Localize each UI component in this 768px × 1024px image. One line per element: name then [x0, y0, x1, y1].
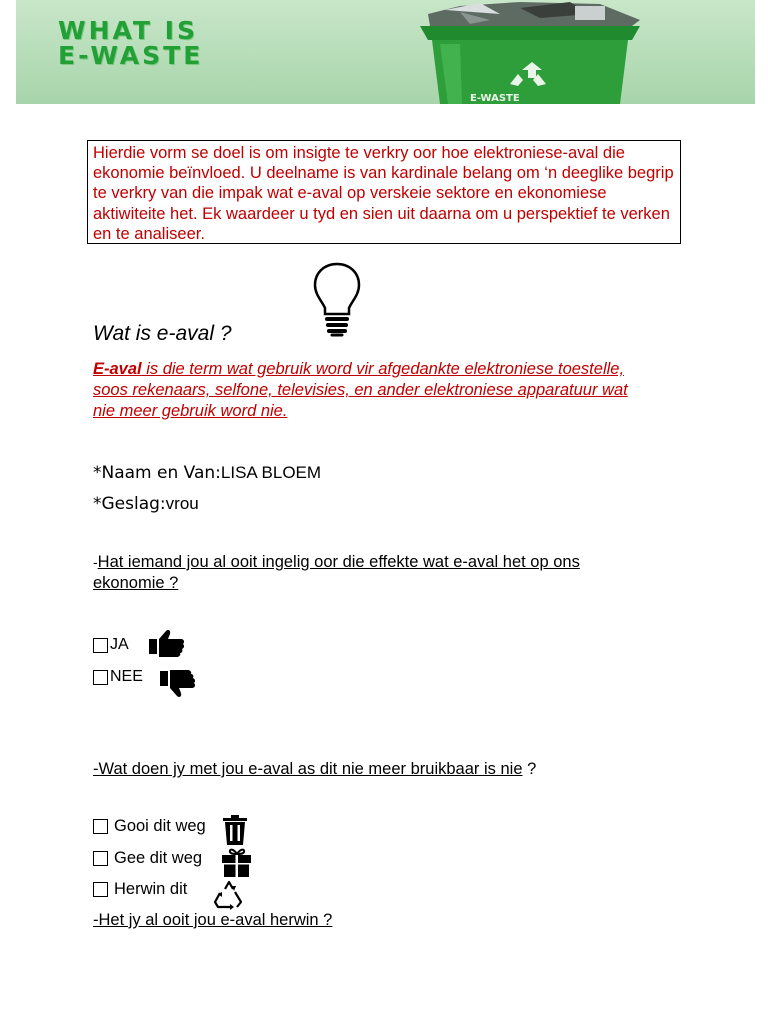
intro-box: Hierdie vorm se doel is om insigte te verkry oor hoe elektroniese-aval die ekonomie beïnvloed. U deelname is van kardinale belang om ‘n deeglike begrip te verkry van die impak wat e-aval op verskeie sektore en ekonomiese aktiwiteite het. Ek waardeer u tyd en sien uit daarna om u perspektief te verken en te analiseer. — [87, 140, 681, 244]
header-banner — [16, 0, 755, 104]
thumbs-down-icon — [159, 669, 197, 699]
question-3: -Het jy al ooit jou e-aval herwin ? — [93, 911, 333, 929]
section-title: Wat is e-aval ? — [93, 322, 232, 345]
name-field: *Naam en Van:LISA BLOEM — [93, 463, 322, 483]
checkbox[interactable] — [93, 819, 108, 834]
option-gee-dit-weg[interactable]: Gee dit weg — [93, 848, 202, 868]
gift-icon — [221, 846, 253, 878]
question-2: -Wat doen jy met jou e-aval as dit nie meer bruikbaar is nie ? — [93, 760, 537, 778]
definition-text: E-aval is die term wat gebruik word vir afgedankte elektroniese toestelle, soos rekenaars, selfone, televisies, en ander elektroniese apparatuur wat nie meer gebruik word nie. — [93, 360, 628, 420]
lightbulb-icon — [312, 262, 362, 338]
banner-title: WHAT IS E-WASTE — [58, 16, 204, 70]
option-nee[interactable]: NEE — [93, 667, 143, 687]
recycle-bin-illustration — [400, 0, 650, 104]
recycle-icon — [212, 880, 246, 910]
trash-icon — [221, 814, 249, 846]
name-value[interactable]: LISA BLOEM — [220, 463, 322, 482]
checkbox[interactable] — [93, 670, 108, 685]
gender-field: *Geslag:vrou — [93, 494, 199, 514]
checkbox[interactable] — [93, 882, 108, 897]
checkbox[interactable] — [93, 638, 108, 653]
option-gooi-dit-weg[interactable]: Gooi dit weg — [93, 816, 206, 836]
thumbs-up-icon — [148, 628, 186, 658]
checkbox[interactable] — [93, 851, 108, 866]
bin-label: E-WASTE — [470, 93, 520, 104]
option-ja[interactable]: JA — [93, 635, 129, 655]
gender-value[interactable]: vrou — [165, 494, 199, 513]
question-1: -Hat iemand jou al ooit ingelig oor die effekte wat e-aval het op ons ekonomie ? — [93, 553, 580, 592]
option-herwin-dit[interactable]: Herwin dit — [93, 879, 187, 899]
